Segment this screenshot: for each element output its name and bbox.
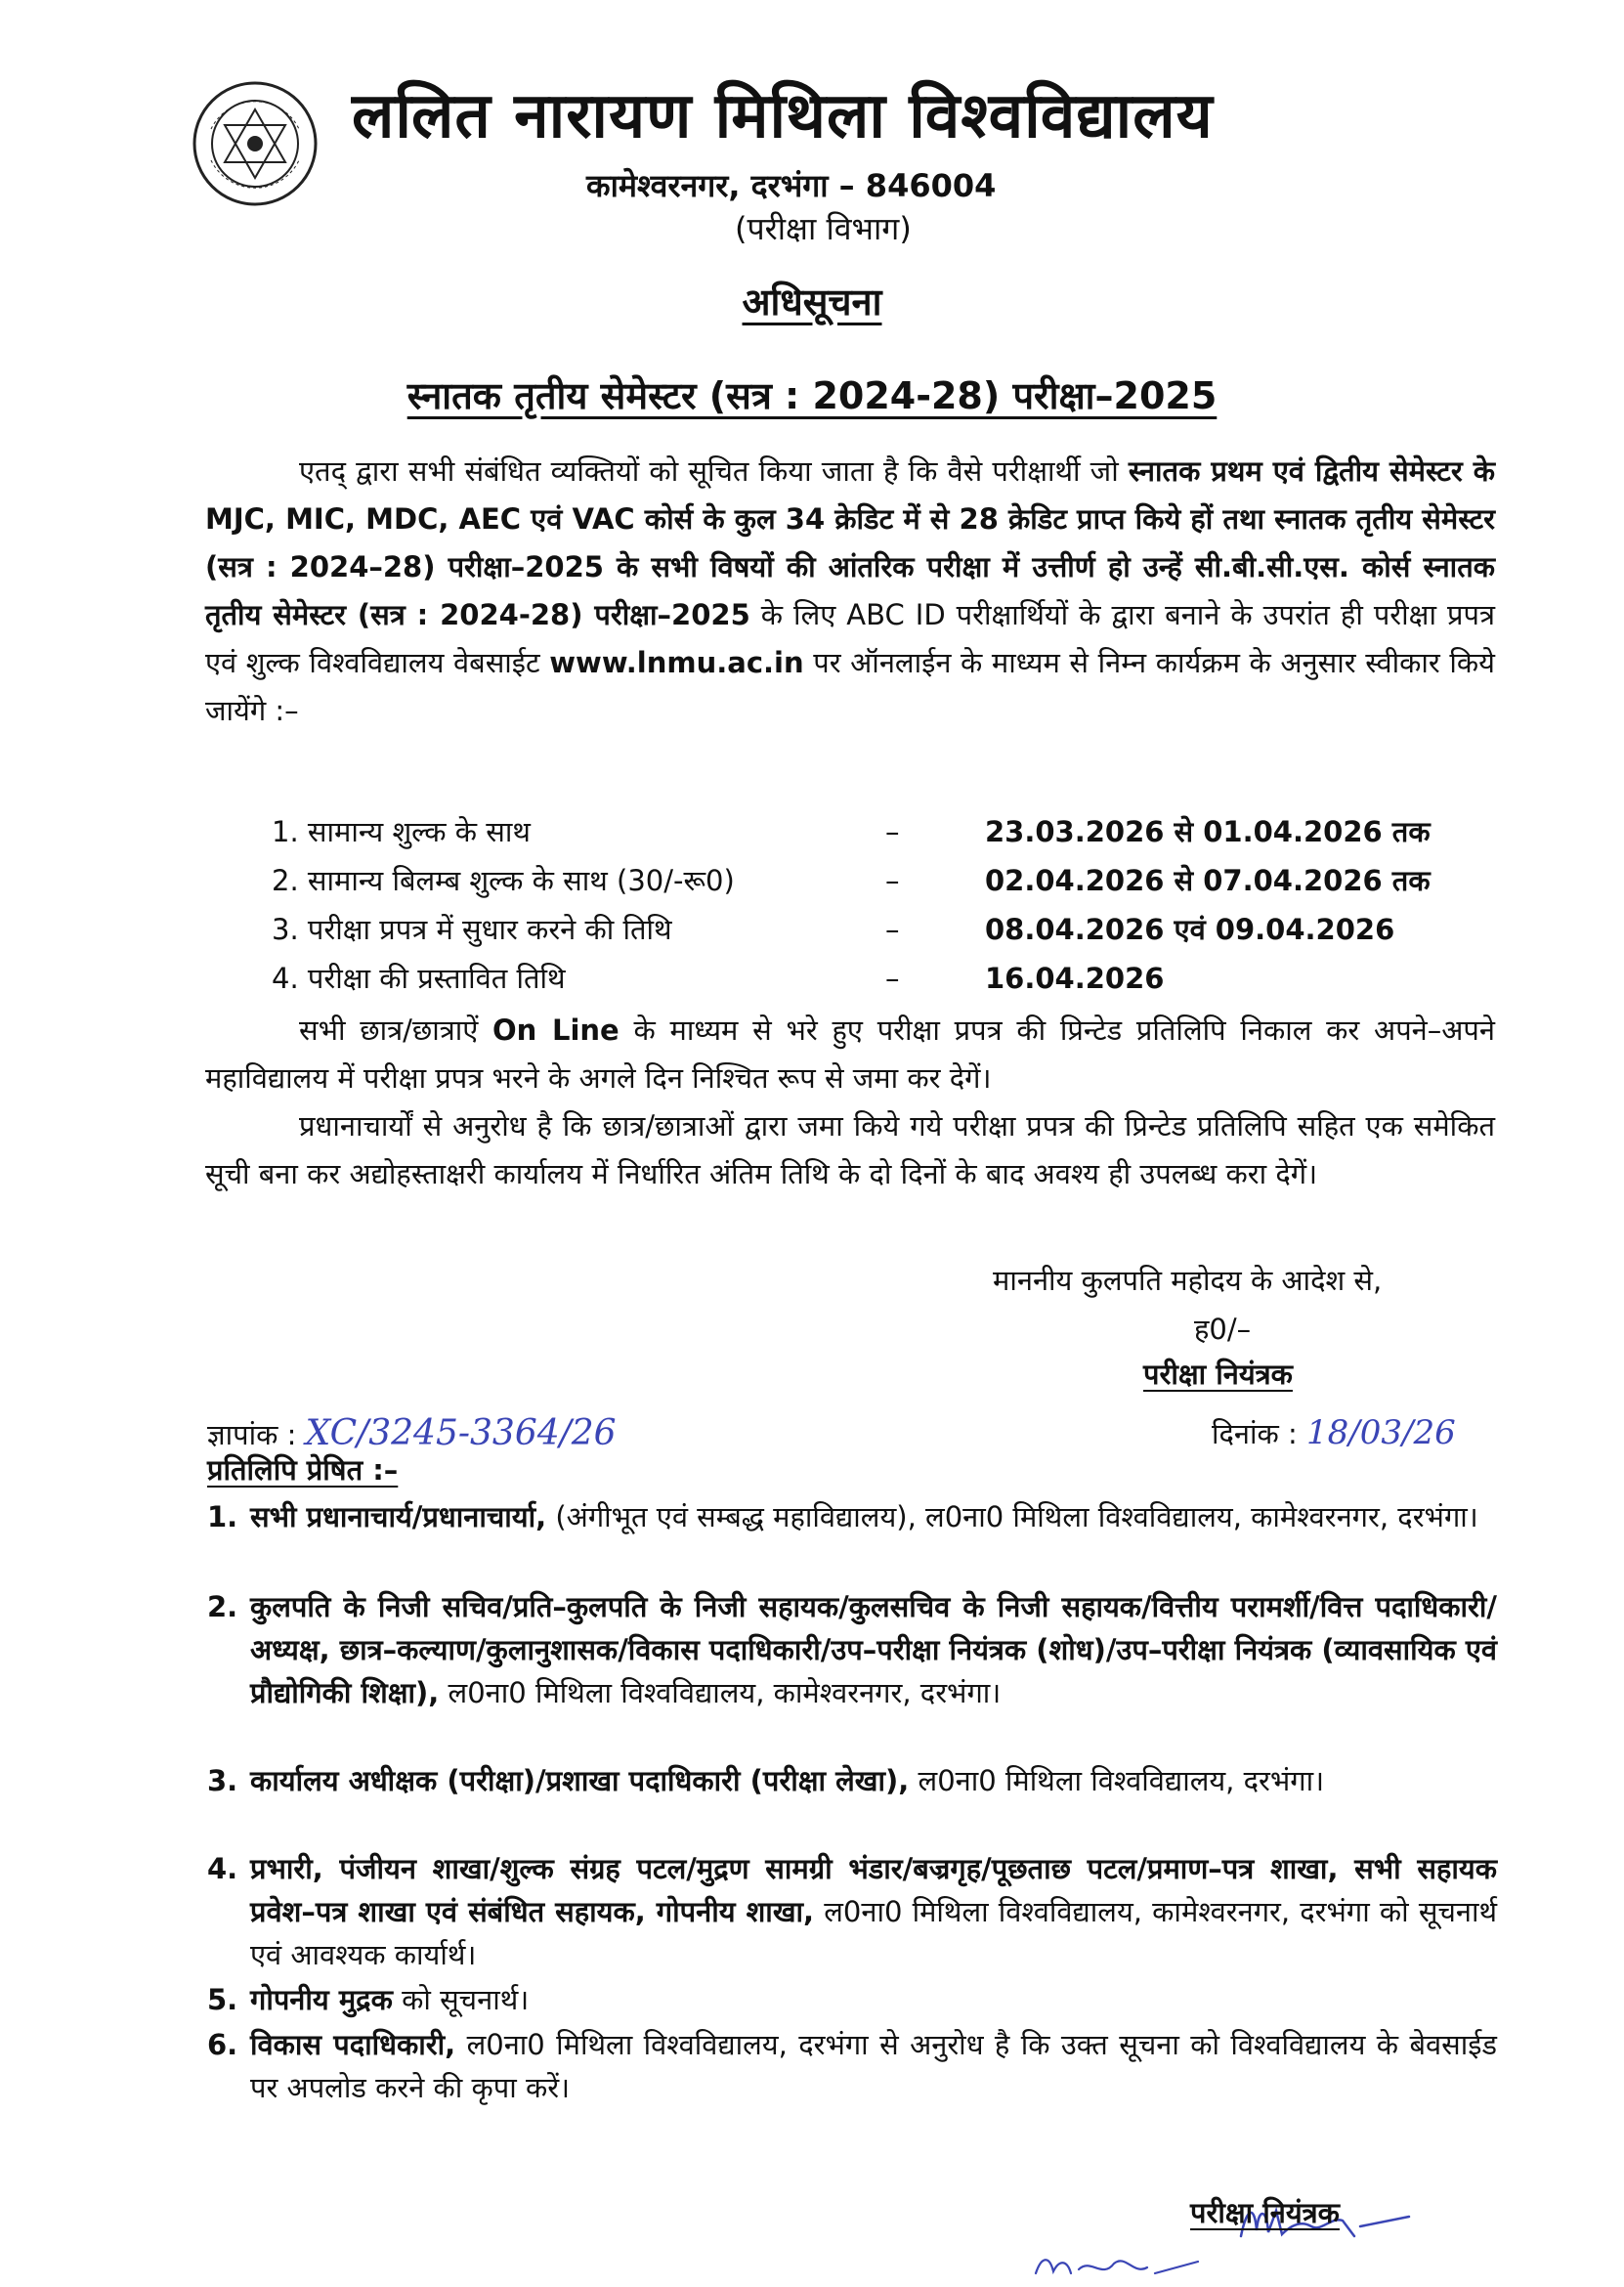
memo-number-value: XC/3245-3364/26: [305, 1413, 617, 1453]
handwritten-initials-icon: [1032, 2250, 1208, 2283]
order-line: माननीय कुलपति महोदय के आदेश से,: [993, 1264, 1383, 1297]
schedule-row: 1. सामान्य शुल्क के साथ – 23.03.2026 से 01.04.2026 तक: [272, 815, 1431, 848]
schedule-row: 3. परीक्षा प्रपत्र में सुधार करने की तिथि – 08.04.2026 एवं 09.04.2026: [272, 913, 1395, 946]
schedule-row: 2. सामान्य बिलम्ब शुल्क के साथ (30/-रू0) – 02.04.2026 से 07.04.2026 तक: [272, 864, 1431, 897]
memo-date-value: 18/03/26: [1306, 1413, 1456, 1452]
copy-to-heading: प्रतिलिपि प्रेषित :–: [207, 1453, 399, 1487]
notice-title: अधिसूचना: [742, 280, 882, 324]
university-seal-icon: [192, 80, 319, 207]
list-item: 5. गोपनीय मुद्रक को सूचनार्थ।: [207, 1983, 530, 2016]
list-item: 6. विकास पदाधिकारी, ल0ना0 मिथिला विश्वविद्यालय, दरभंगा से अनुरोध है कि उक्त सूचना को विश्वविद्यालय के बेवसाईड पर अपलोड करने की कृपा करें।: [207, 2028, 1497, 2104]
footer-signatory-title: परीक्षा नियंत्रक: [1190, 2196, 1340, 2229]
notice-paragraph-3: प्रधानाचार्यों से अनुरोध है कि छात्र/छात्राओं द्वारा जमा किये गये परीक्षा प्रपत्र की प्रिन्टेड प्रतिलिपि सहित एक समेकित सूची बना कर अद्योहस्ताक्षरी कार्यालय में निर्धारित अंतिम तिथि के दो दिनों के बाद अवश्य ही उपलब्ध करा देगें।: [205, 1109, 1495, 1190]
list-item: 4. प्रभारी, पंजीयन शाखा/शुल्क संग्रह पटल/मुद्रण सामग्री भंडार/बज्रगृह/पूछताछ पटल/प्रमाण–पत्र शाखा, सभी सहायक प्रवेश–पत्र शाखा एवं संबंधित सहायक, गोपनीय शाखा, ल0ना0 मिथिला विश्वविद्यालय, कामेश्वरनगर, दरभंगा को सूचनार्थ एवं आवश्यक कार्यार्थ।: [207, 1852, 1498, 1971]
university-address: कामेश्वरनगर, दरभंगा – 846004: [586, 167, 997, 204]
list-item: 3. कार्यालय अधीक्षक (परीक्षा)/प्रशाखा पदाधिकारी (परीक्षा लेखा), ल0ना0 मिथिला विश्वविद्यालय, दरभंगा।: [207, 1764, 1325, 1797]
department-name: (परीक्षा विभाग): [735, 210, 912, 247]
schedule-row: 4. परीक्षा की प्रस्तावित तिथि – 16.04.2026: [272, 962, 1165, 995]
signed-mark: ह0/–: [1194, 1313, 1252, 1346]
notice-paragraph-2: सभी छात्र/छात्राऐं On Line के माध्यम से भरे हुए परीक्षा प्रपत्र की प्रिन्टेड प्रतिलिपि निकाल कर अपने–अपने महाविद्यालय में परीक्षा प्रपत्र भरने के अगले दिन निश्चित रूप से जमा कर देगें।: [205, 1014, 1495, 1095]
memo-date: दिनांक : 18/03/26: [1212, 1413, 1456, 1452]
signatory-title: परीक्षा नियंत्रक: [1143, 1358, 1293, 1391]
notice-paragraph-1: एतद् द्वारा सभी संबंधित व्यक्तियों को सूचित किया जाता है कि वैसे परीक्षार्थी जो स्नातक प्रथम एवं द्वितीय सेमेस्टर के MJC, MIC, MDC, AEC एवं VAC कोर्स के कुल 34 क्रेडिट में से 28 क्रेडिट प्राप्त किये हों तथा स्नातक तृतीय सेमेस्टर (सत्र : 2024–28) परीक्षा–2025 के सभी विषयों की आंतरिक परीक्षा में उत्तीर्ण हो उन्हें सी.बी.सी.एस. कोर्स स्नातक तृतीय सेमेस्टर (सत्र : 2024-28) परीक्षा–2025 के लिए ABC ID परीक्षार्थियों के द्वारा बनाने के उपरांत ही परीक्षा प्रपत्र एवं शुल्क विश्वविद्यालय वेबसाईट www.lnmu.ac.in पर ऑनलाईन के माध्यम से निम्न कार्यक्रम के अनुसार स्वीकार किये जायेंगे :–: [205, 454, 1495, 727]
memo-number: ज्ञापांक : XC/3245-3364/26: [207, 1413, 617, 1453]
exam-title: स्नातक तृतीय सेमेस्टर (सत्र : 2024-28) परीक्षा–2025: [406, 374, 1218, 417]
list-item: 2. कुलपति के निजी सचिव/प्रति–कुलपति के निजी सहायक/कुलसचिव के निजी सहायक/वित्तीय परामर्शी/वित्त पदाधिकारी/अध्यक्ष, छात्र–कल्याण/कुलानुशासक/विकास पदाधिकारी/उप–परीक्षा नियंत्रक (शोध)/उप–परीक्षा नियंत्रक (व्यावसायिक एवं प्रौद्योगिकी शिक्षा), ल0ना0 मिथिला विश्वविद्यालय, कामेश्वरनगर, दरभंगा।: [207, 1590, 1497, 1709]
university-name: ललित नारायण मिथिला विश्वविद्यालय: [352, 80, 1214, 152]
list-item: 1. सभी प्रधानाचार्य/प्रधानाचार्या, (अंगीभूत एवं सम्बद्ध महाविद्यालय), ल0ना0 मिथिला विश्वविद्यालय, कामेश्वरनगर, दरभंगा।: [207, 1500, 1478, 1533]
